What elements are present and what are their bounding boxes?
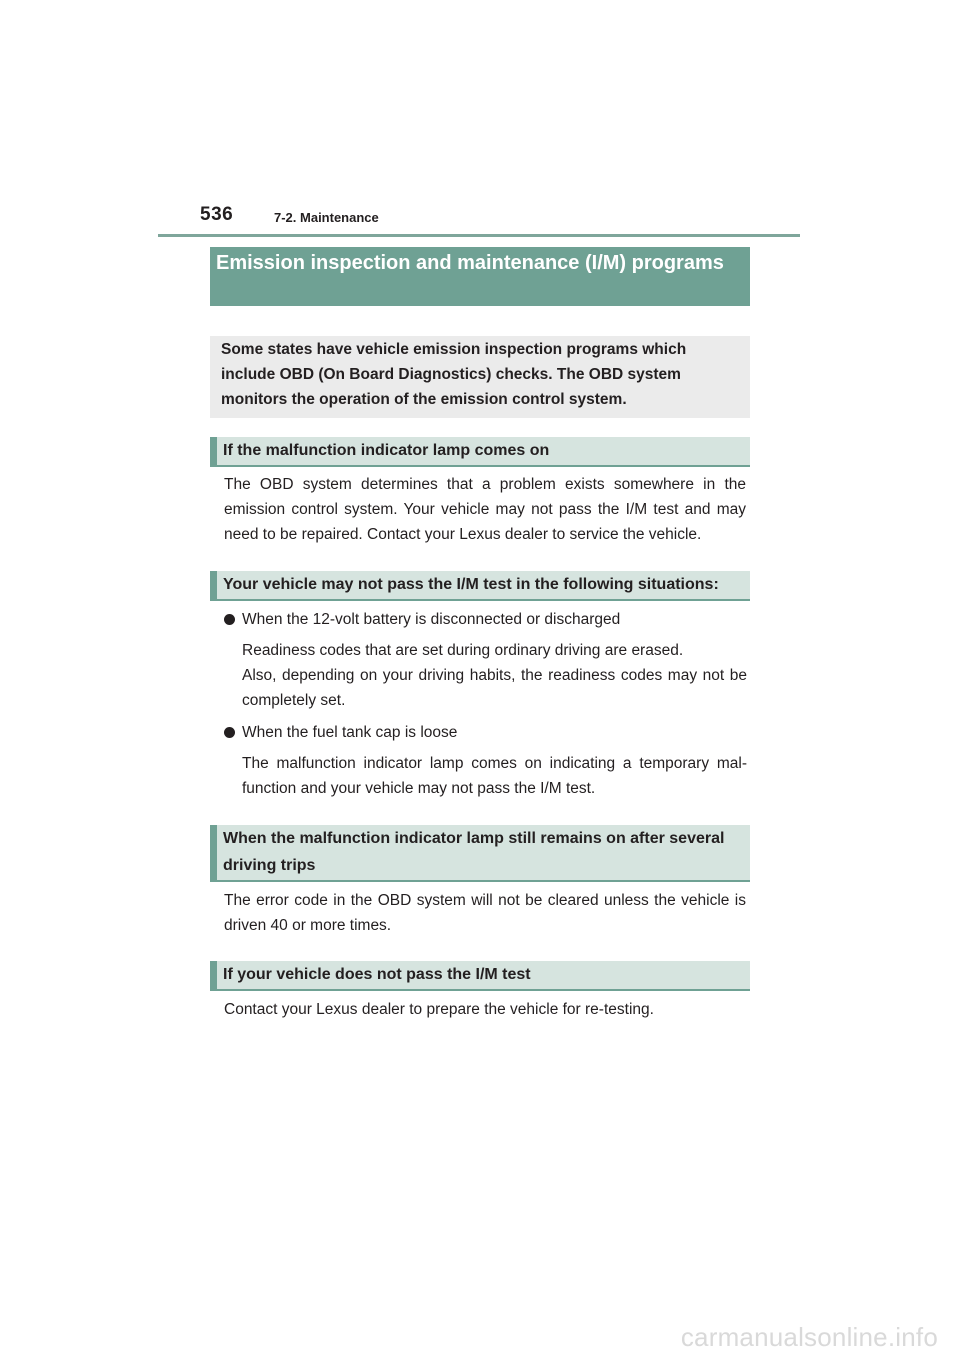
page-number: 536 [200,204,234,225]
bullet-text: When the 12-volt battery is disconnected or discharged [242,611,621,628]
remains-on-body: The error code in the OBD system will not be cleared unless the vehicle is driven 40 or more times. [224,892,746,934]
subhead-remains-on: When the malfunction indicator lamp still remains on after several driving trips [210,825,750,882]
bullet-dot-icon [224,614,235,625]
bullet-item [224,720,748,745]
bullet-item [224,607,748,632]
bullet-detail: Also, depending on your driving habits, the readiness codes may not be completely set. [242,667,747,709]
section-label: 7-2. Maintenance [274,210,379,225]
bullet-detail: Readiness codes that are set during ordinary driving are erased. [242,642,684,659]
subhead-may-not-pass: Your vehicle may not pass the I/M test in the following situations: [210,571,750,601]
not-pass-body: Contact your Lexus dealer to prepare the vehicle for re-testing. [224,1001,654,1018]
watermark: carmanualsonline.info [680,1322,938,1352]
page-header [158,198,800,237]
page-title: Emission inspection and maintenance (I/M) programs [210,247,750,306]
intro-box: Some states have vehicle emission inspection programs which include OBD (On Board Diagnostics) checks. The OBD system monitors the operation of the emission control system. [210,336,750,418]
bullet-detail: The malfunction indicator lamp comes on indicating a temporary mal-function and your vehicle may not pass the I/M test. [242,755,747,797]
bullet-dot-icon [224,727,235,738]
bullet-text: When the fuel tank cap is loose [242,724,458,741]
subhead-malfunction-lamp: If the malfunction indicator lamp comes on [210,437,750,467]
malfunction-lamp-body: The OBD system determines that a problem exists somewhere in the emission control system. Your vehicle may not pass the I/M test and may need to be repaired. Contact your Lexus dealer to service the vehicle. [224,476,746,543]
subhead-not-pass: If your vehicle does not pass the I/M test [210,961,750,991]
